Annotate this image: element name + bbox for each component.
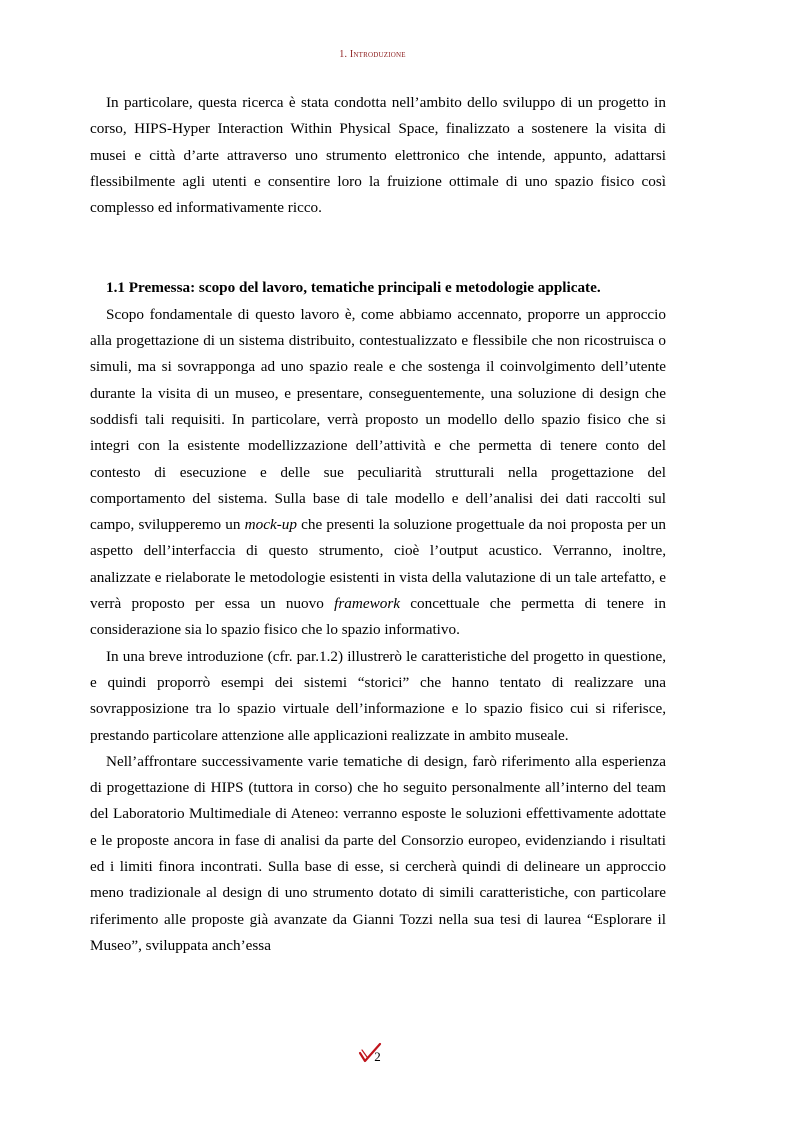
body-paragraph-1-text-c: concettuale che permetta di tenere in considerazione sia lo spazio fisico che lo spazio informativo. <box>90 595 666 639</box>
section-gap <box>90 221 666 274</box>
body-paragraph-1-text-b: che presenti la soluzione progettuale da noi proposta per un aspetto dell’interfaccia di questo strumento, cioè l’output acustico. Verranno, inoltre, analizzate e rielaborate le metodologie esistenti in vista della valutazione di un tale artefatto, e verrà proposto per essa un nuovo <box>90 516 666 613</box>
body-paragraph-1-text-a: Scopo fondamentale di questo lavoro è, come abbiamo accennato, proporre un approccio alla progettazione di un sistema distribuito, contestualizzato e flessibile che non ricostruisca o simuli, ma si sovrapponga ad uno spazio reale e che sostenga il coinvolgimento dell’utente durante la visita di un museo, e presentare, conseguentemente, una soluzione di design che soddisfi tali requisiti. In particolare, verrà proposto un modello dello spazio fisico che si integri con la esistente modellizzazione dell’attività e che permetta di tenere conto del contesto di esecuzione e delle sue peculiarità strutturali nella progettazione del comportamento del sistema. Sulla base di tale modello e dell’analisi dei dati raccolti sul campo, svilupperemo un <box>90 305 666 534</box>
chapter-number: 1. <box>339 49 348 60</box>
page-footer <box>0 1043 745 1065</box>
body-paragraph-3: Nell’affrontare successivamente varie tematiche di design, farò riferimento alla esperienza di progettazione di HIPS (tuttora in corso) che ho seguito personalmente all’interno del team del Laboratorio Multimediale di Ateneo: verranno esposte le soluzioni effettivamente adottate e le proposte ancora in fase di analisi da parte del Consorzio europeo, evidenziando i risultati ed i limiti finora incontrati. Sulla base di esse, si cercherà quindi di delineare un approccio meno tradizionale al design di uno strumento dotato di simili caratteristiche, con particolare riferimento alle proposte già avanzate da Gianni Tozzi nella sua tesi di laurea “Esplorare il Museo”, sviluppata anch’essa <box>90 752 666 954</box>
framework-term: framework <box>334 595 400 613</box>
mock-up-term: mock-up <box>244 516 297 534</box>
body-paragraph-1 <box>90 302 666 644</box>
page-body <box>90 90 666 959</box>
page-number: 2 <box>374 1048 381 1064</box>
section-heading: 1.1 Premessa: scopo del lavoro, tematiche principali e metodologie applicate. <box>106 279 601 297</box>
chapter-title: Introduzione <box>349 49 406 60</box>
body-paragraph-2: In una breve introduzione (cfr. par.1.2) illustrerò le caratteristiche del progetto in questione, e quindi proporrò esempi dei sistemi “storici” che hanno tentato di realizzare una sovrapposizione tra lo spazio virtuale dell’informazione e lo spazio fisico cui si riferisce, prestando particolare attenzione alle applicazioni realizzate in ambito museale. <box>90 647 666 744</box>
intro-paragraph: In particolare, questa ricerca è stata condotta nell’ambito dello sviluppo di un progetto in corso, HIPS-Hyper Interaction Within Physical Space, finalizzato a sostenere la visita di musei e città d’arte attraverso uno strumento elettronico che intende, appunto, adattarsi flessibilmente agli utenti e consentire loro la fruizione ottimale di uno spazio fisico così complesso ed informativamente ricco. <box>90 94 666 217</box>
running-header <box>0 49 745 60</box>
